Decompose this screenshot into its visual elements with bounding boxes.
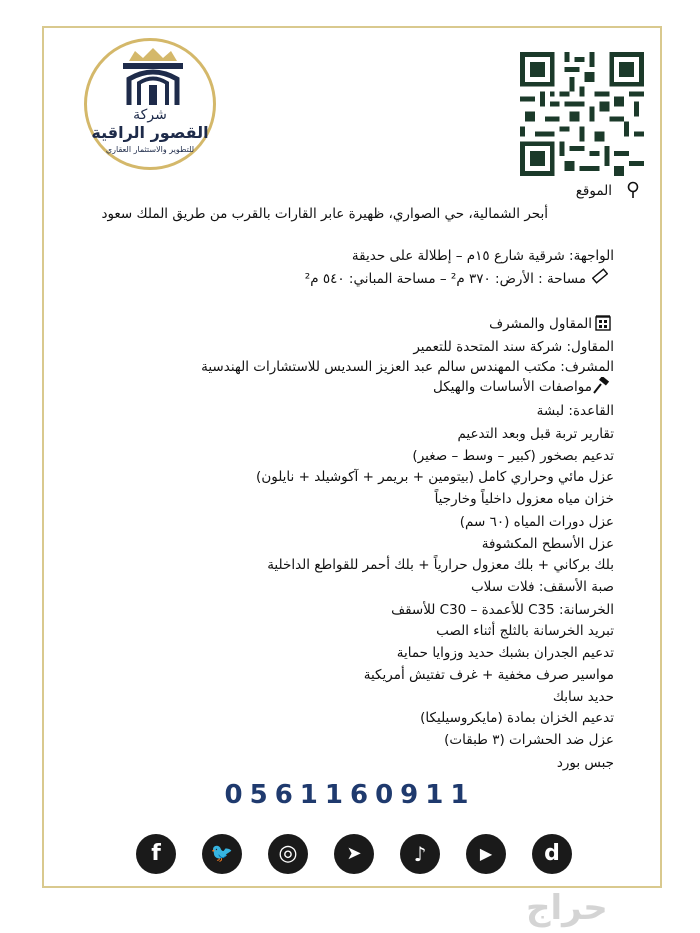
structure-item: عزل الأسطح المكشوفة <box>481 536 614 552</box>
structure-item: صبة الأسقف: فلات سلاب <box>470 579 614 595</box>
structure-item: مواسير صرف مخفية + غرف تفتيش أمريكية <box>363 667 614 683</box>
hammer-icon <box>592 377 610 395</box>
area-text: مساحة : الأرض: ٣٧٠ م² – مساحة المباني: ٥٤٠ م² <box>304 271 586 287</box>
structure-item: خزان مياه معزول داخلياً وخارجياً <box>434 491 614 507</box>
logo-tagline: للتطوير والاستثمار العقاري <box>105 145 195 154</box>
youtube-icon[interactable]: ▶ <box>466 834 506 874</box>
instagram-icon[interactable]: ◎ <box>268 834 308 874</box>
structure-item: جبس بورد <box>556 755 614 771</box>
arch-logo-icon <box>121 61 185 105</box>
structure-item: تقارير تربة قبل وبعد التدعيم <box>457 426 614 442</box>
contractor-heading: المقاول والمشرف <box>489 316 592 332</box>
location-heading: الموقع <box>575 183 612 199</box>
social-links <box>136 834 572 878</box>
facebook-icon[interactable]: f <box>136 834 176 874</box>
phone-number[interactable]: 0561160911 <box>224 780 476 810</box>
structure-item: تبريد الخرسانة بالثلج أثناء الصب <box>436 623 614 639</box>
ruler-icon <box>592 268 608 284</box>
structure-item: حديد سابك <box>552 689 614 705</box>
structure-item: عزل دورات المياه (٦٠ سم) <box>459 514 614 530</box>
structure-item: بلك بركاني + بلك معزول حرارياً + بلك أحمر للقواطع الداخلية <box>267 557 614 573</box>
structure-item: القاعدة: لبشة <box>536 403 614 419</box>
structure-item: عزل ضد الحشرات (٣ طبقات) <box>444 732 614 748</box>
website-d-icon[interactable]: d <box>532 834 572 874</box>
facade-text: الواجهة: شرقية شارع ١٥م – إطلالة على حديقة <box>351 248 614 264</box>
structure-item: تدعيم بصخور (كبير – وسط – صغير) <box>412 448 614 464</box>
contractor-name: المقاول: شركة سند المتحدة للتعمير <box>413 339 614 355</box>
logo-line-1: شركة <box>133 107 167 123</box>
logo-company-name: القصور الراقية <box>91 123 209 142</box>
building-icon <box>594 313 612 331</box>
haraj-watermark: حراج <box>526 888 608 928</box>
company-logo <box>84 38 216 170</box>
tiktok-icon[interactable]: ♪ <box>400 834 440 874</box>
location-pin-icon <box>626 181 640 199</box>
structure-item: عزل مائي وحراري كامل (بيتومين + بريمر + آكوشيلد + نايلون) <box>256 469 614 485</box>
structure-heading: مواصفات الأساسات والهيكل <box>432 379 592 395</box>
twitter-icon[interactable]: 🐦 <box>202 834 242 874</box>
telegram-icon[interactable]: ➤ <box>334 834 374 874</box>
supervisor-name: المشرف: مكتب المهندس سالم عبد العزيز السديس للاستشارات الهندسية <box>201 359 614 375</box>
structure-item: تدعيم الخزان بمادة (مايكروسيليكا) <box>420 710 614 726</box>
location-address: أبحر الشمالية، حي الصواري، ظهيرة عابر القارات بالقرب من طريق الملك سعود <box>101 206 548 222</box>
structure-item: الخرسانة: C35 للأعمدة – C30 للأسقف <box>391 602 614 618</box>
qr-code[interactable] <box>520 52 644 176</box>
structure-item: تدعيم الجدران بشبك حديد وزوايا حماية <box>396 645 614 661</box>
